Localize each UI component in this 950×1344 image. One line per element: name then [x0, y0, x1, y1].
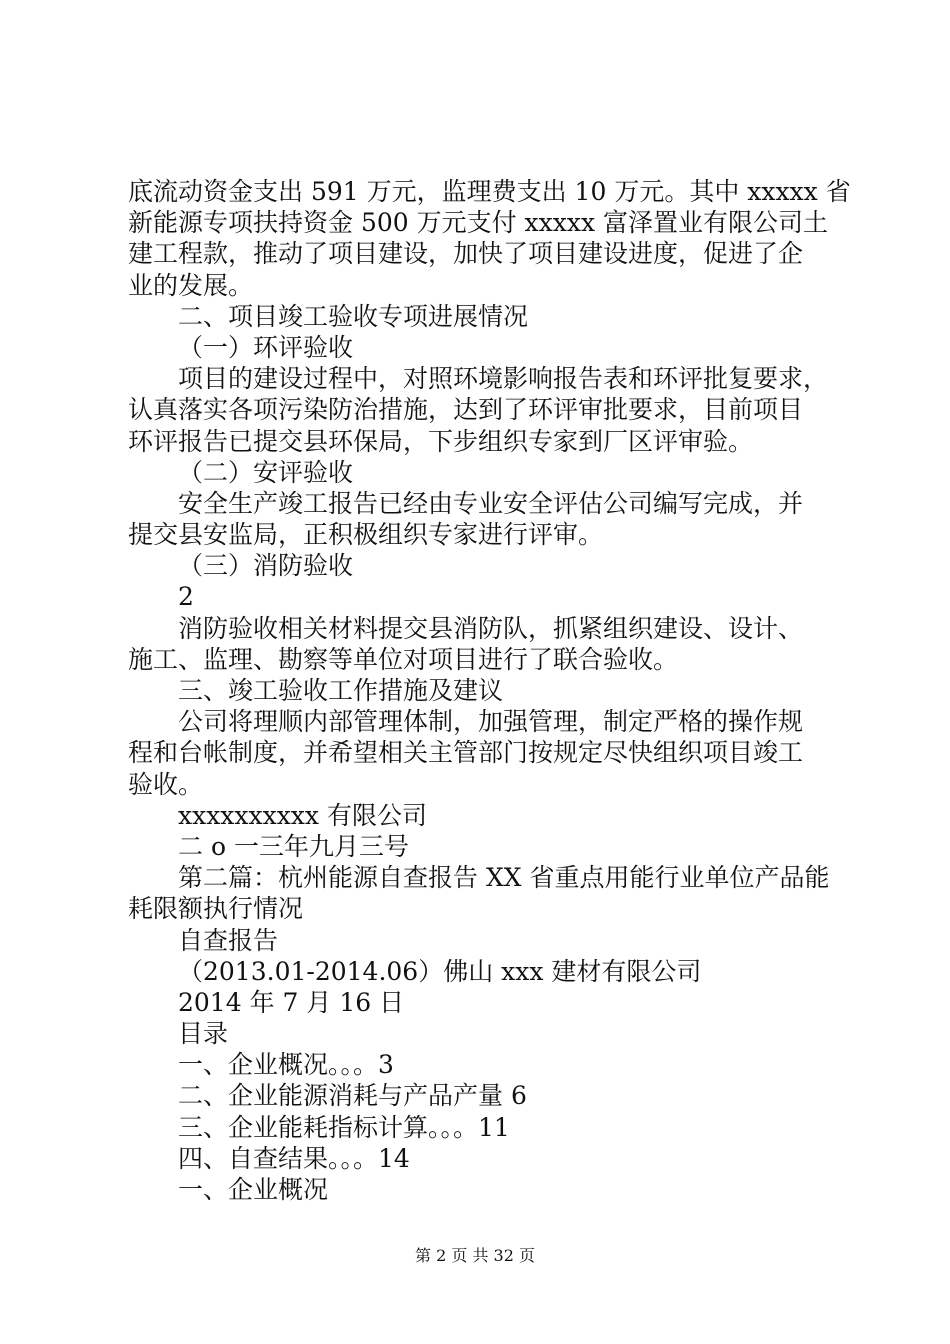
- body-text: [128, 176, 851, 1205]
- subsection-heading: （二）安评验收: [178, 457, 354, 487]
- text-line: 项目的建设过程中，对照环境影响报告表和环评批复要求，: [178, 364, 829, 394]
- text-line: 底流动资金支出 591 万元，监理费支出 10 万元。其中 xxxxx 省: [128, 177, 851, 206]
- text-line: 验收。: [128, 769, 204, 799]
- text-line: 公司将理顺内部管理体制，加强管理，制定严格的操作规: [178, 707, 804, 737]
- text-line: 安全生产竣工报告已经由专业安全评估公司编写完成，并: [178, 488, 804, 518]
- inline-page-number: 2: [178, 582, 194, 612]
- subsection-heading: （一）环评验收: [178, 332, 354, 362]
- text-line: 环评报告已提交县环保局，下步组织专家到厂区评审验。: [128, 426, 754, 456]
- toc-item: 一、企业概况。。。3: [178, 1050, 394, 1080]
- subsection-heading: （三）消防验收: [178, 551, 354, 581]
- report-date: 2014 年 7 月 16 日: [178, 987, 405, 1017]
- section-heading: 二、项目竣工验收专项进展情况: [178, 301, 529, 331]
- toc-item: 四、自查结果。。。14: [178, 1143, 410, 1173]
- report-title: 自查报告: [178, 925, 279, 955]
- text-line: 认真落实各项污染防治措施，达到了环评审批要求，目前项目: [128, 395, 804, 425]
- text-line: 业的发展。: [128, 270, 254, 300]
- text-line: 施工、监理、勘察等单位对项目进行了联合验收。: [128, 644, 679, 674]
- signature-date: 二 o 一三年九月三号: [178, 831, 409, 861]
- text-line: 程和台帐制度，并希望相关主管部门按规定尽快组织项目竣工: [128, 738, 804, 768]
- text-line: 消防验收相关材料提交县消防队，抓紧组织建设、设计、: [178, 613, 804, 643]
- chapter-title: 耗限额执行情况: [128, 894, 304, 924]
- toc-title: 目录: [178, 1019, 229, 1049]
- text-line: 建工程款，推动了项目建设，加快了项目建设进度，促进了企: [128, 239, 804, 269]
- text-line: 提交县安监局，正积极组织专家进行评审。: [128, 520, 604, 550]
- section-heading: 一、企业概况: [178, 1175, 329, 1204]
- toc-item: 三、企业能耗指标计算。。。11: [178, 1112, 510, 1142]
- company-signature: xxxxxxxxxx 有限公司: [178, 800, 427, 830]
- text-line: 新能源专项扶持资金 500 万元支付 xxxxx 富泽置业有限公司土: [128, 208, 829, 238]
- report-period: （2013.01-2014.06）佛山 xxx 建材有限公司: [178, 956, 702, 986]
- section-heading: 三、竣工验收工作措施及建议: [178, 676, 504, 705]
- page-footer: 第 2 页 共 32 页: [415, 1246, 535, 1265]
- toc-item: 二、企业能源消耗与产品产量 6: [178, 1081, 527, 1111]
- chapter-title: 第二篇：杭州能源自查报告 XX 省重点用能行业单位产品能: [178, 863, 830, 893]
